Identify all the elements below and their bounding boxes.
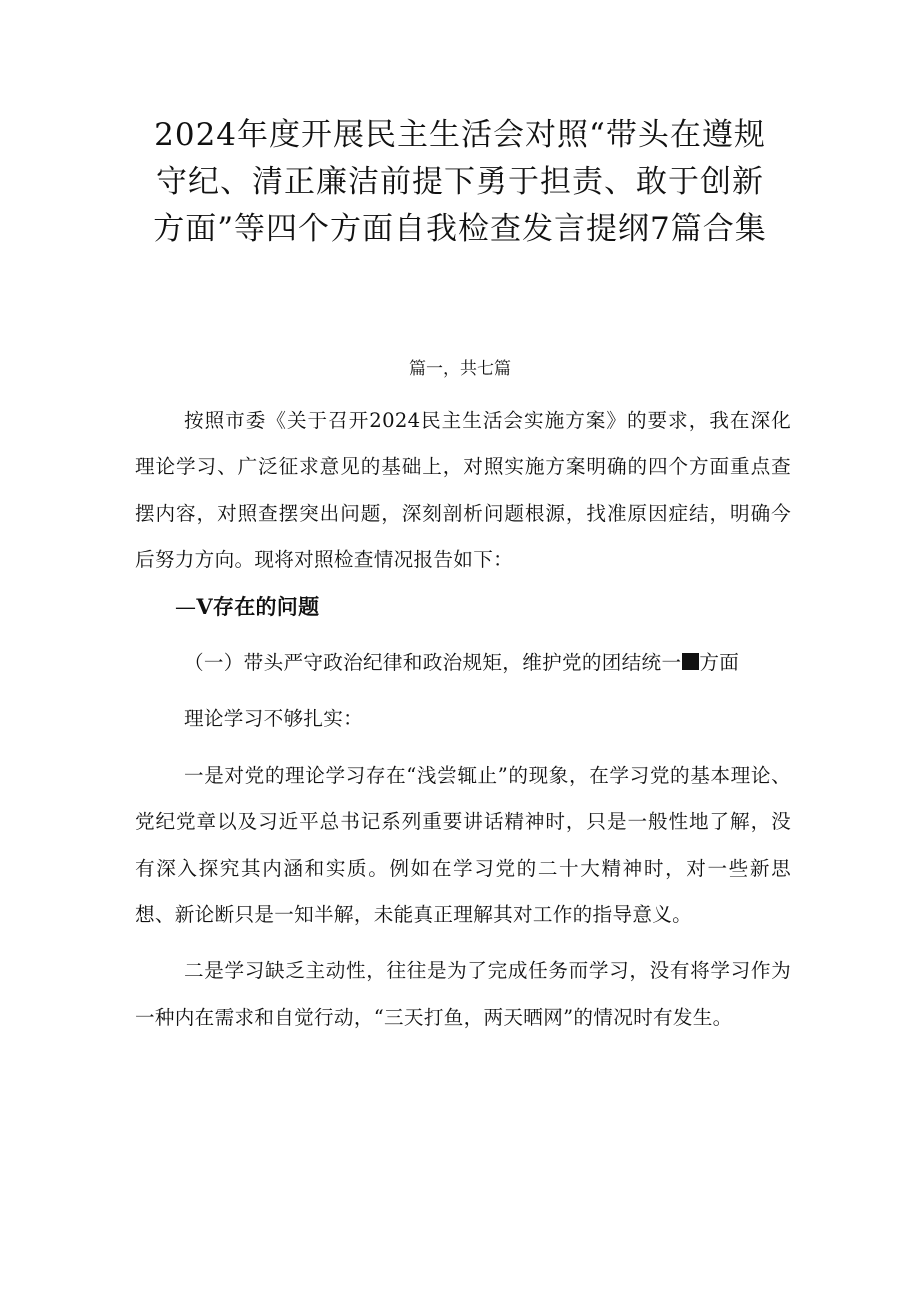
document-title: 2024年度开展民主生活会对照“带头在遵规守纪、清正廉洁前提下勇于担责、敢于创新方面”等四个方面自我检查发言提纲7篇合集 — [153, 117, 767, 247]
section-heading-numeral: V — [196, 593, 213, 619]
body-paragraph-2: 二是学习缺乏主动性，往往是为了完成任务而学习，没有将学习作为一种内在需求和自觉行动，“三天打鱼，两天晒网”的情况时有发生。 — [135, 959, 791, 1029]
subsection-heading — [135, 640, 791, 686]
document-body — [135, 398, 791, 1041]
subsection-heading-tail: 方面 — [699, 651, 740, 675]
section-heading — [135, 584, 791, 630]
subsection-heading-text: （一）带头严守政治纪律和政治规矩，维护党的团结统一 — [184, 651, 682, 675]
black-square-mark — [682, 653, 699, 670]
section-heading-text: 存在的问题 — [212, 593, 320, 619]
point-heading: 理论学习不够扎实： — [184, 707, 364, 731]
document-subtitle: 篇一，共七篇 — [409, 359, 511, 379]
intro-paragraph: 按照市委《关于召开2024民主生活会实施方案》的要求，我在深化理论学习、广泛征求意见的基础上，对照实施方案明确的四个方面重点查摆内容，对照查摆突出问题，深刻剖析问题根源，找准原因症结，明确今后努力方向。现将对照检查情况报告如下： — [135, 409, 791, 572]
section-heading-prefix: — — [175, 594, 197, 619]
body-paragraph-1: 一是对党的理论学习存在“浅尝辄止”的现象，在学习党的基本理论、党纪党章以及习近平总书记系列重要讲话精神时，只是一般性地了解，没有深入探究其内涵和实质。例如在学习党的二十大精神时，对一些新思想、新论断只是一知半解，未能真正理解其对工作的指导意义。 — [135, 763, 791, 927]
